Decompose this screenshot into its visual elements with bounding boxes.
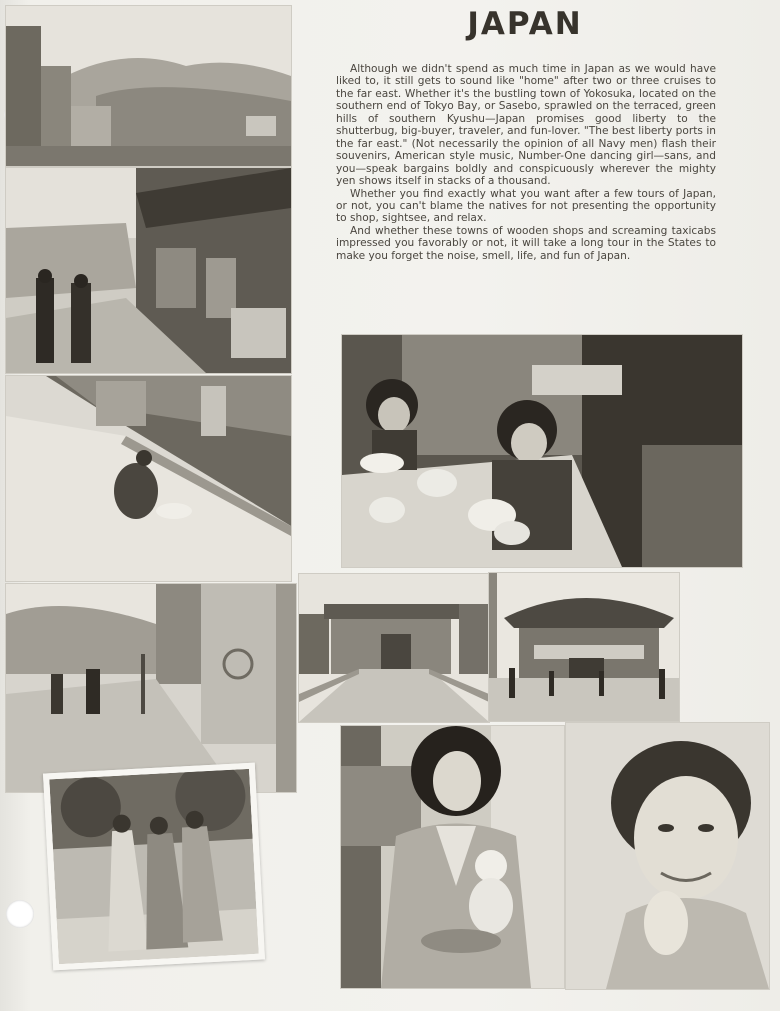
photo-shopping-street — [5, 167, 292, 374]
photo-hillside-town — [5, 5, 292, 167]
photo-woman-with-doll — [340, 725, 565, 989]
photo-gate-road — [298, 573, 490, 723]
photo-sidewalk-vendor — [5, 375, 292, 582]
photo-smiling-woman — [565, 722, 770, 990]
article-paragraph: Although we didn't spend as much time in Japan as we would have liked to, it still gets to sound like "home" after two or three cruises to the far east. Whether it's the bustling town of Yokosuka, located on the southern end of Tokyo Bay, or Sasebo, sprawled on the terraced, green hills of southern Kyushu—Japan promises good liberty to the shutterbug, big-buyer, traveler, and fun-lover. "The best liberty ports in the far east." (Not necessarily the opinion of all Navy men) flash their souvenirs, American style music, Number-One dancing girl—sans, and you—speak bargains boldly and conspicuously wherever the mighty yen shows itself in stacks of a thousand. — [336, 63, 716, 188]
article-paragraph: Whether you find exactly what you want after a few tours of Japan, or not, you can't blame the natives for not presenting the opportunity to shop, sightsee, and relax. — [336, 187, 716, 225]
page-title: JAPAN — [467, 6, 583, 42]
photo-temple — [488, 572, 680, 722]
photo-children-at-table — [341, 334, 743, 568]
article-body — [336, 63, 716, 262]
binder-hole-bottom — [6, 900, 34, 928]
article-paragraph: And whether these towns of wooden shops and screaming taxicabs impressed you favorably or not, it will take a long tour in the States to make you forget the noise, smell, life, and fun of Japan. — [336, 224, 716, 262]
photo-women-in-kimono — [43, 763, 265, 971]
photo-street-pedestrians — [5, 583, 297, 793]
